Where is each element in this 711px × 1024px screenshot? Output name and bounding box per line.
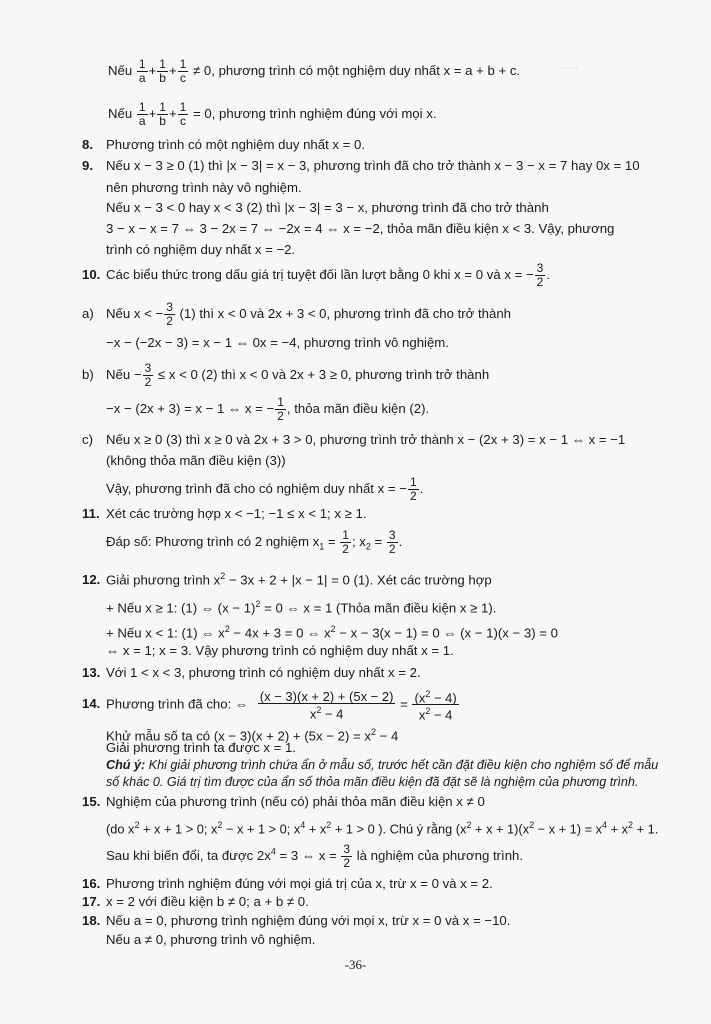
item-12-case2: + Nếu x < 1: (1) ⇔ $x^2 - 4x + 3 = 0$ ⇔ $x^2 - x - 3(x - 1) = 0$ ⇔ (x − 1)(x − 3) = 0	[106, 624, 559, 641]
item-9-line1: 9. Nếu x − 3 ≥ 0 (1) thì |x − 3| = x − 3, phương trình đã cho trở thành x − 3 − x = 7 hay 0x = 10	[82, 158, 640, 173]
item-18-line2: Nếu a ≠ 0, phương trình vô nghiệm.	[106, 932, 316, 947]
item-9-line5: trình có nghiệm duy nhất x = −2.	[106, 242, 296, 257]
item-15-line3: Sau khi biến đổi, ta được $2x^4 = 3$ ⇔ x = $\frac{3}{2}$ là nghiệm của phương trình.	[106, 842, 524, 870]
case-c-line2: (không thỏa mãn điều kiện (3))	[106, 453, 286, 468]
item-14-note: Chú ý: Khi giải phương trình chứa ẩn ở mẫu số, trước hết cần đặt điều kiện cho nghiệm số để mẫu	[106, 758, 659, 772]
item-13: 13. Với 1 < x < 3, phương trình có nghiệm duy nhất x = 2.	[82, 665, 421, 680]
item-14-line3: Giải phương trình ta được x = 1.	[106, 740, 296, 755]
item-12-case1: + Nếu x ≥ 1: (1) ⇔ $(x - 1)^2 = 0$ ⇔ x = 1 (Thỏa mãn điều kiện x ≥ 1).	[106, 599, 497, 616]
item-14-note-cont: số khác 0. Giá trị tìm được của ẩn số thỏa mãn điều kiện đã đặt sẽ là nghiệm của phương trình.	[106, 775, 639, 789]
item-11: 11. Xét các trường hợp x < −1; −1 ≤ x < 1; x ≥ 1.	[82, 506, 367, 521]
case-a-line1: a) Nếu x < − $\frac{3}{2}$ (1) thì x < 0 và 2x + 3 < 0, phương trình đã cho trở thành	[82, 300, 511, 328]
item-9-line4: 3 − x − x = 7 ⇔ 3 − 2x = 7 ⇔ −2x = 4 ⇔ x = −2, thỏa mãn điều kiện x < 3. Vậy, phương	[106, 221, 615, 236]
item-12-conclusion: ⇔ x = 1; x = 3. Vậy phương trình có nghiệm duy nhất x = 1.	[106, 643, 454, 658]
item-10: 10. Các biểu thức trong dấu giá trị tuyệt đối lần lượt bằng 0 khi x = 0 và x = − $\frac{3}{2}$ .	[82, 261, 551, 289]
case-c-line3: Vậy, phương trình đã cho có nghiệm duy nhất x = − $\frac{1}{2}$ .	[106, 475, 424, 503]
case-a-line2: −x − (−2x − 3) = x − 1 ⇔ 0x = −4, phương trình vô nghiệm.	[106, 335, 449, 350]
item-17: 17. x = 2 với điều kiện b ≠ 0; a + b ≠ 0.	[82, 894, 309, 909]
item-15-line2: (do $x^2 + x + 1 > 0$; $x^2 - x + 1 > 0$; $x^4 + x^2 + 1 > 0$ ). Chú ý rằng $(x^2 + x + 1)(x^2 - x + 1) = x^4 + x^2 + 1$.	[106, 820, 659, 837]
case-c-line1: c) Nếu x ≥ 0 (3) thì x ≥ 0 và 2x + 3 > 0, phương trình trở thành x − (2x + 3) = x − 1 ⇔ x = −1	[82, 432, 626, 447]
case-b-line2: −x − (2x + 3) = x − 1 ⇔ x = − $\frac{1}{2}$ , thỏa mãn điều kiện (2).	[106, 395, 430, 423]
item-11-answer: Đáp số: Phương trình có 2 nghiệm $x_1$ = $\frac{1}{2}$ ; $x_2$ = $\frac{3}{2}$ .	[106, 528, 403, 556]
item-14: 14. Phương trình đã cho: ⇔ $\frac{(x - 3)(x + 2) + (5x - 2)}{x^2 - 4}$ = $\frac{(x^2 - 4)}{x^2 - 4}$	[82, 688, 457, 723]
page-number: -36-	[344, 957, 367, 972]
item-15: 15. Nghiệm của phương trình (nếu có) phải thỏa mãn điều kiện x ≠ 0	[82, 794, 485, 809]
item-9-line2: nên phương trình này vô nghiệm.	[106, 180, 302, 195]
item-18: 18. Nếu a = 0, phương trình nghiệm đúng với mọi x, trừ x = 0 và x = −10.	[82, 913, 511, 928]
line-nonzero-sum: Nếu $\frac{1}{a}$ + $\frac{1}{b}$ + $\frac{1}{c}$ ≠ 0, phương trình có một nghiệm duy nhất x = a + b + c.	[108, 57, 521, 85]
item-9-line3: Nếu x − 3 < 0 hay x < 3 (2) thì |x − 3| = 3 − x, phương trình đã cho trở thành	[106, 200, 549, 215]
item-12: 12. Giải phương trình $x^2 - 3x + 2 + |x - 1| = 0$ (1). Xét các trường hợp	[82, 571, 492, 588]
bleed-through-text: ·····	[560, 62, 579, 74]
item-16: 16. Phương trình nghiệm đúng với mọi giá trị của x, trừ x = 0 và x = 2.	[82, 876, 493, 891]
case-b-line1: b) Nếu − $\frac{3}{2}$ ≤ x < 0 (2) thì x < 0 và 2x + 3 ≥ 0, phương trình trở thành	[82, 361, 490, 389]
item-14-line2: Khử mẫu số ta có $(x - 3)(x + 2) + (5x - 2) = x^2 - 4$	[106, 727, 399, 744]
line-zero-sum: Nếu $\frac{1}{a}$ + $\frac{1}{b}$ + $\frac{1}{c}$ = 0, phương trình nghiệm đúng với mọi x.	[108, 100, 437, 128]
item-8: 8. Phương trình có một nghiệm duy nhất x = 0.	[82, 137, 366, 152]
